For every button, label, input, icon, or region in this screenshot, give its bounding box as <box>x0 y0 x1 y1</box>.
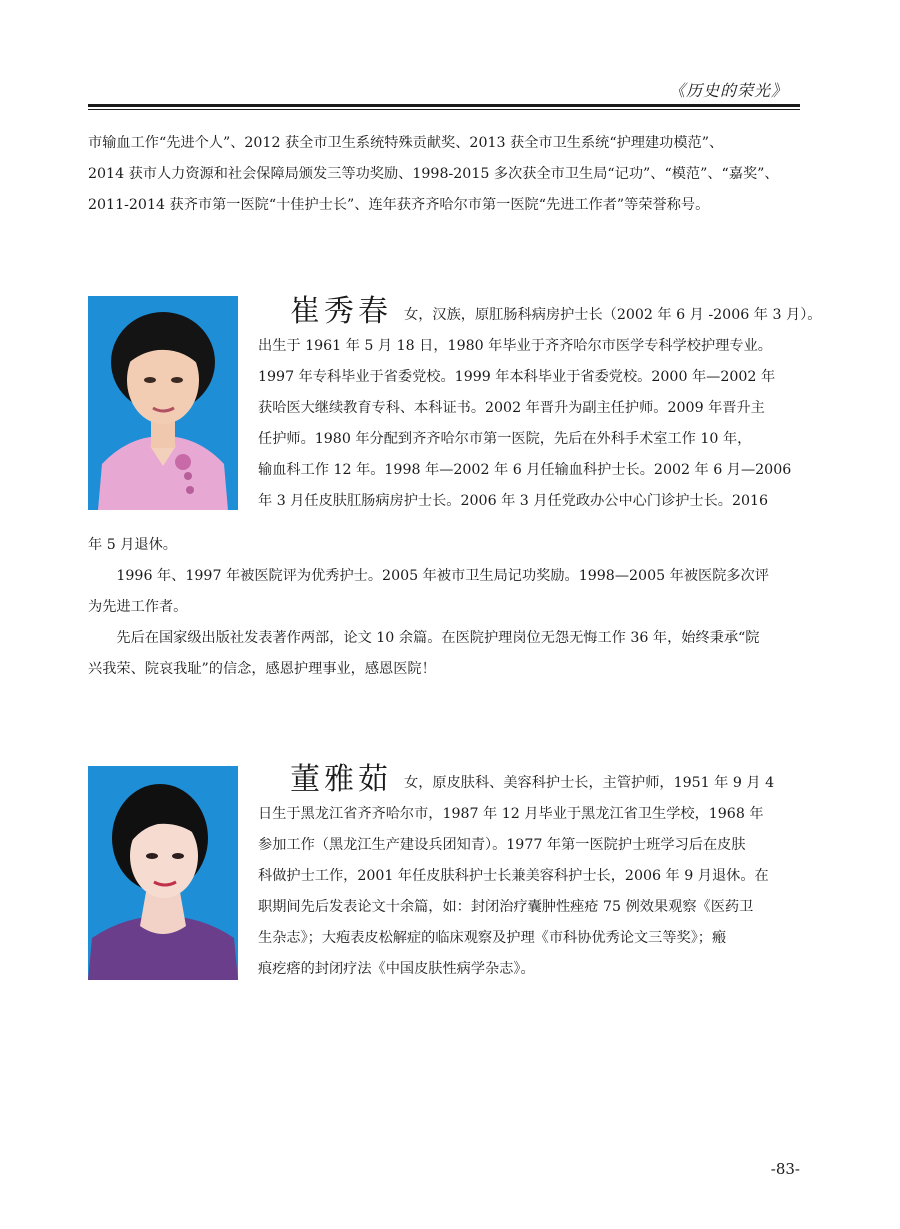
text-line: 参加工作（黑龙江生产建设兵团知青）。1977 年第一医院护士班学习后在皮肤 <box>258 837 746 853</box>
intro-paragraph <box>88 128 800 221</box>
profile-1-continuation <box>88 530 800 685</box>
text-line: 任护师。1980 年分配到齐齐哈尔市第一医院，先后在外科手术室工作 10 年， <box>258 431 752 447</box>
text-line: 为先进工作者。 <box>88 599 188 615</box>
profile-2-first-line <box>258 764 800 799</box>
header-rule-thin <box>88 109 800 110</box>
text-line: 输血科工作 12 年。1998 年—2002 年 6 月任输血科护士长。2002 年 6 月—2006 <box>258 462 792 478</box>
text-line: 获哈医大继续教育专科、本科证书。2002 年晋升为副主任护师。2009 年晋升主 <box>258 400 765 416</box>
text-line: 女，原皮肤科、美容科护士长，主管护师，1951 年 9 月 4 <box>404 775 775 791</box>
portrait-photo-2 <box>88 766 238 980</box>
page-number: -83- <box>770 1160 800 1178</box>
text-line: 日生于黑龙江省齐齐哈尔市，1987 年 12 月毕业于黑龙江省卫生学校，1968 年 <box>258 806 764 822</box>
text-line: 女，汉族，原肛肠科病房护士长（2002 年 6 月 -2006 年 3 月）。 <box>404 307 822 323</box>
person-name: 崔秀春 <box>290 294 392 329</box>
text-line: 2014 获市人力资源和社会保障局颁发三等功奖励、1998-2015 多次获全市卫生局“记功”、“模范”、“嘉奖”、 <box>88 166 779 182</box>
profile-1-first-line <box>258 294 822 331</box>
profile-2-text <box>258 764 800 985</box>
text-line: 兴我荣、院哀我耻”的信念，感恩护理事业，感恩医院！ <box>88 661 436 677</box>
text-line: 出生于 1961 年 5 月 18 日，1980 年毕业于齐齐哈尔市医学专科学校护理专业。 <box>258 338 772 354</box>
text-line: 科做护士工作，2001 年任皮肤科护士长兼美容科护士长，2006 年 9 月退休。在 <box>258 868 769 884</box>
text-line: 1996 年、1997 年被医院评为优秀护士。2005 年被市卫生局记功奖励。1998—2005 年被医院多次评 <box>88 568 769 584</box>
person-name: 董雅茹 <box>290 762 392 797</box>
book-title: 《历史的荣光》 <box>668 81 788 100</box>
text-line: 市输血工作“先进个人”、2012 获全市卫生系统特殊贡献奖、2013 获全市卫生系统“护理建功模范”、 <box>88 135 724 151</box>
text-line: 职期间先后发表论文十余篇，如：封闭治疗囊肿性痤疮 75 例效果观察《医药卫 <box>258 899 754 915</box>
profile-1-text <box>258 294 822 517</box>
text-line: 2011-2014 获齐市第一医院“十佳护士长”、连年获齐齐哈尔市第一医院“先进工作者”等荣誉称号。 <box>88 197 710 213</box>
text-line: 1997 年专科毕业于省委党校。1999 年本科毕业于省委党校。2000 年—2002 年 <box>258 369 776 385</box>
text-line: 先后在国家级出版社发表著作两部，论文 10 余篇。在医院护理岗位无怨无悔工作 36 年，始终秉承“院 <box>88 630 760 646</box>
portrait-photo-1 <box>88 296 238 510</box>
text-line: 年 3 月任皮肤肛肠病房护士长。2006 年 3 月任党政办公中心门诊护士长。2016 <box>258 493 769 509</box>
text-line: 年 5 月退休。 <box>88 537 177 553</box>
text-line: 生杂志》；大疱表皮松解症的临床观察及护理《市科协优秀论文三等奖》；瘢 <box>258 930 727 946</box>
header-rule <box>88 104 800 107</box>
text-line: 痕疙瘩的封闭疗法《中国皮肤性病学杂志》。 <box>258 961 535 977</box>
